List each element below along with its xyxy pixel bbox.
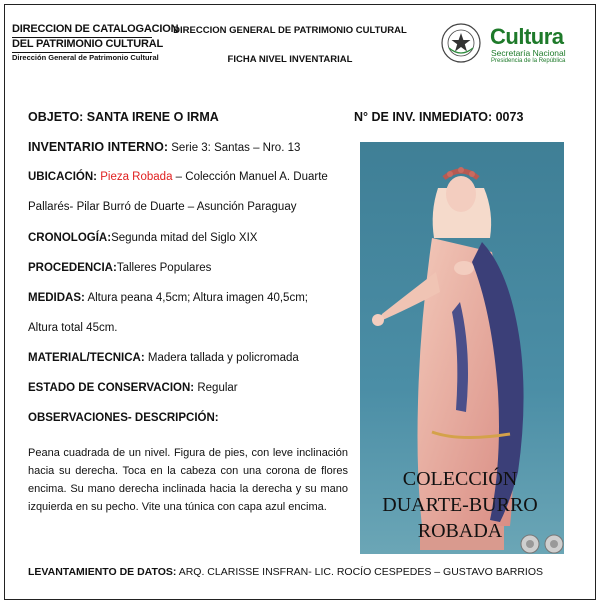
brand-subtitle: Secretaría Nacional xyxy=(491,48,566,58)
org-line-3: Dirección General de Patrimonio Cultural xyxy=(12,53,159,63)
stolen-status: Pieza Robada xyxy=(100,171,173,183)
field-ubicacion xyxy=(28,171,328,183)
field-value: Talleres Populares xyxy=(116,262,212,274)
page-subtitle: FICHA NIVEL INVENTARIAL xyxy=(227,54,353,65)
stamp-line-2: DUARTE-BURRO xyxy=(382,494,538,516)
field-procedencia xyxy=(28,262,211,274)
credits-label: LEVANTAMIENTO DE DATOS: xyxy=(28,566,177,578)
field-inventario xyxy=(28,140,300,154)
stolen-stamp xyxy=(350,466,570,544)
field-label: PROCEDENCIA: xyxy=(28,262,117,274)
brand-subtitle-2: Presidencia de la República xyxy=(491,58,566,64)
org-line-1: DIRECCION DE CATALOGACION xyxy=(12,23,179,35)
field-value: Serie 3: Santas – Nro. 13 xyxy=(171,142,301,154)
field-value: Altura peana 4,5cm; Altura imagen 40,5cm; xyxy=(87,292,308,304)
org-block xyxy=(12,24,178,62)
stamp-line-3: ROBADA xyxy=(417,520,503,542)
cultura-logo xyxy=(440,22,590,68)
credits-value: ARQ. CLARISSE INSFRAN- LIC. ROCÍO CESPEDES – GUSTAVO BARRIOS xyxy=(178,566,543,578)
field-label: MATERIAL/TECNICA: xyxy=(28,352,145,364)
seal-stamp-icons xyxy=(520,534,566,554)
object-title: OBJETO: SANTA IRENE O IRMA xyxy=(28,110,219,124)
field-observaciones xyxy=(28,412,219,424)
field-cronologia xyxy=(28,232,257,244)
data-collection-credits xyxy=(28,566,543,578)
inventory-number: N° DE INV. INMEDIATO: 0073 xyxy=(354,110,524,124)
field-label: MEDIDAS: xyxy=(28,292,85,304)
field-label: INVENTARIO INTERNO: xyxy=(28,140,169,154)
page-title: DIRECCION GENERAL DE PATRIMONIO CULTURAL xyxy=(173,25,407,36)
field-medidas-cont: Altura total 45cm. xyxy=(28,322,118,334)
stamp-line-1: COLECCIÓN xyxy=(402,468,518,490)
org-line-2: DEL PATRIMONIO CULTURAL xyxy=(12,38,164,51)
field-material xyxy=(28,352,299,364)
field-label-colon: : xyxy=(93,171,98,183)
brand-name: Cultura xyxy=(490,24,564,49)
field-medidas xyxy=(28,292,308,304)
field-estado xyxy=(28,382,238,394)
field-value: Segunda mitad del Siglo XIX xyxy=(111,232,258,244)
field-label: ESTADO DE CONSERVACION: xyxy=(28,382,195,394)
field-value: Regular xyxy=(197,382,238,394)
national-seal-icon xyxy=(440,22,482,64)
field-ubicacion-cont: Pallarés- Pilar Burró de Duarte – Asunción Paraguay xyxy=(28,201,297,213)
description-text: Peana cuadrada de un nivel. Figura de pies, con leve inclinación hacia su derecha. Toca en la cabeza con una corona de flores encima. Su mano derecha inclinada hacia la derecha y su mano izquierda en su pecho. Vite una túnica con capa azul encima. xyxy=(28,447,348,513)
field-value: – Colección Manuel A. Duarte xyxy=(175,171,328,183)
field-label: CRONOLOGÍA: xyxy=(28,232,112,244)
field-label: OBSERVACIONES- DESCRIPCIÓN: xyxy=(28,412,219,424)
field-label: UBICACIÓN xyxy=(28,171,94,183)
field-value: Madera tallada y policromada xyxy=(147,352,299,364)
